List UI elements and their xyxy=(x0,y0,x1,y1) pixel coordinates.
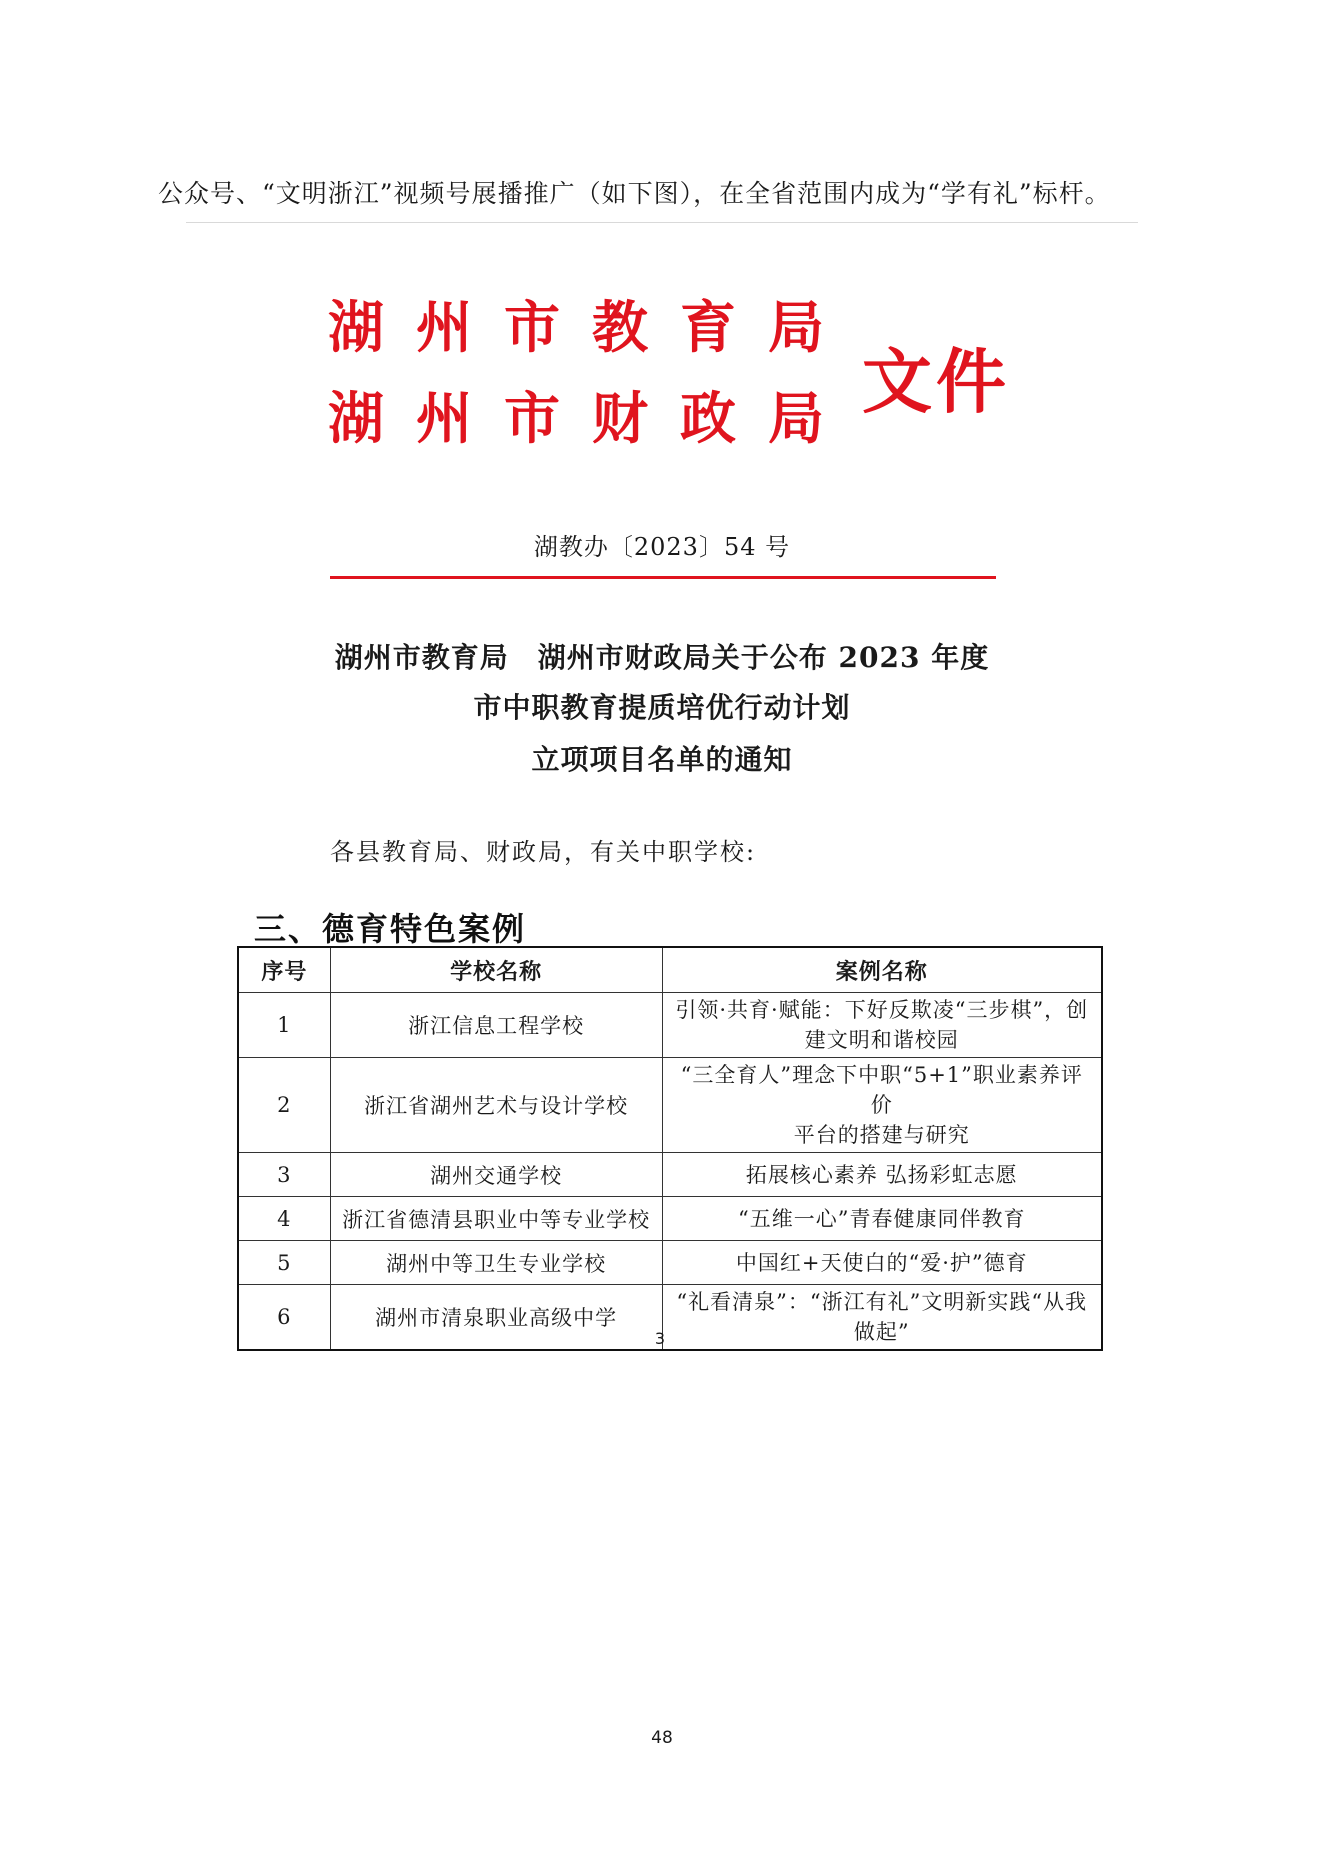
row-school: 浙江信息工程学校 xyxy=(330,993,662,1058)
row-case-line-1: “礼看清泉”：“浙江有礼”文明新实践“从我 xyxy=(676,1290,1088,1314)
row-index: 1 xyxy=(238,993,330,1058)
row-index: 3 xyxy=(238,1153,330,1197)
row-school: 湖州中等卫生专业学校 xyxy=(330,1241,662,1285)
row-school: 湖州交通学校 xyxy=(330,1153,662,1197)
table-row xyxy=(238,993,1102,1058)
row-case xyxy=(662,1285,1102,1351)
red-header-agency-2: 湖州市财政局 xyxy=(328,387,856,452)
row-index: 6 xyxy=(238,1285,330,1351)
row-school: 浙江省湖州艺术与设计学校 xyxy=(330,1058,662,1153)
row-index: 2 xyxy=(238,1058,330,1153)
row-case xyxy=(662,1197,1102,1241)
table-row xyxy=(238,1241,1102,1285)
row-case-line-1: 引领·共育·赋能：下好反欺凌“三步棋”，创 xyxy=(675,998,1089,1022)
table-row xyxy=(238,1197,1102,1241)
case-table xyxy=(237,946,1103,1351)
red-header-doc-type: 文件 xyxy=(862,341,1010,423)
row-case xyxy=(662,1058,1102,1153)
table-row xyxy=(238,1058,1102,1153)
section-heading: 三、德育特色案例 xyxy=(254,910,527,948)
table-row xyxy=(238,1153,1102,1197)
row-index: 4 xyxy=(238,1197,330,1241)
page-number: 48 xyxy=(651,1728,673,1748)
header-school: 学校名称 xyxy=(330,947,662,993)
salutation: 各县教育局、财政局，有关中职学校: xyxy=(330,838,757,866)
intro-divider xyxy=(186,222,1138,223)
row-case-line-1: “三全育人”理念下中职“5+1”职业素养评价 xyxy=(680,1063,1083,1117)
row-case-line-1: 拓展核心素养 弘扬彩虹志愿 xyxy=(745,1162,1018,1187)
row-case-line-1: “五维一心”青春健康同伴教育 xyxy=(738,1206,1026,1231)
row-case xyxy=(662,993,1102,1058)
inner-page-number: 3 xyxy=(654,1329,666,1348)
row-case xyxy=(662,1153,1102,1197)
intro-text: 公众号、“文明浙江”视频号展播推广（如下图），在全省范围内成为“学有礼”标杆。 xyxy=(158,179,1111,208)
notice-title-line-2: 市中职教育提质培优行动计划 xyxy=(473,691,851,724)
row-school: 浙江省德清县职业中等专业学校 xyxy=(330,1197,662,1241)
row-school: 湖州市清泉职业高级中学 xyxy=(330,1285,662,1351)
row-case-line-2: 建文明和谐校园 xyxy=(804,1028,959,1052)
notice-title-line-1: 湖州市教育局 湖州市财政局关于公布 2023 年度 xyxy=(334,641,990,674)
notice-title-line-3: 立项项目名单的通知 xyxy=(531,743,793,776)
row-index: 5 xyxy=(238,1241,330,1285)
header-case: 案例名称 xyxy=(662,947,1102,993)
table-header-row xyxy=(238,947,1102,993)
row-case-line-2: 平台的搭建与研究 xyxy=(793,1123,970,1147)
row-case xyxy=(662,1241,1102,1285)
row-case-line-1: 中国红+天使白的“爱·护”德育 xyxy=(735,1250,1028,1275)
red-header-agency-1: 湖州市教育局 xyxy=(328,296,856,361)
row-case-line-2: 做起” xyxy=(853,1320,910,1344)
red-divider xyxy=(330,576,996,579)
header-index: 序号 xyxy=(238,947,330,993)
document-number: 湖教办〔2023〕54 号 xyxy=(533,533,791,561)
